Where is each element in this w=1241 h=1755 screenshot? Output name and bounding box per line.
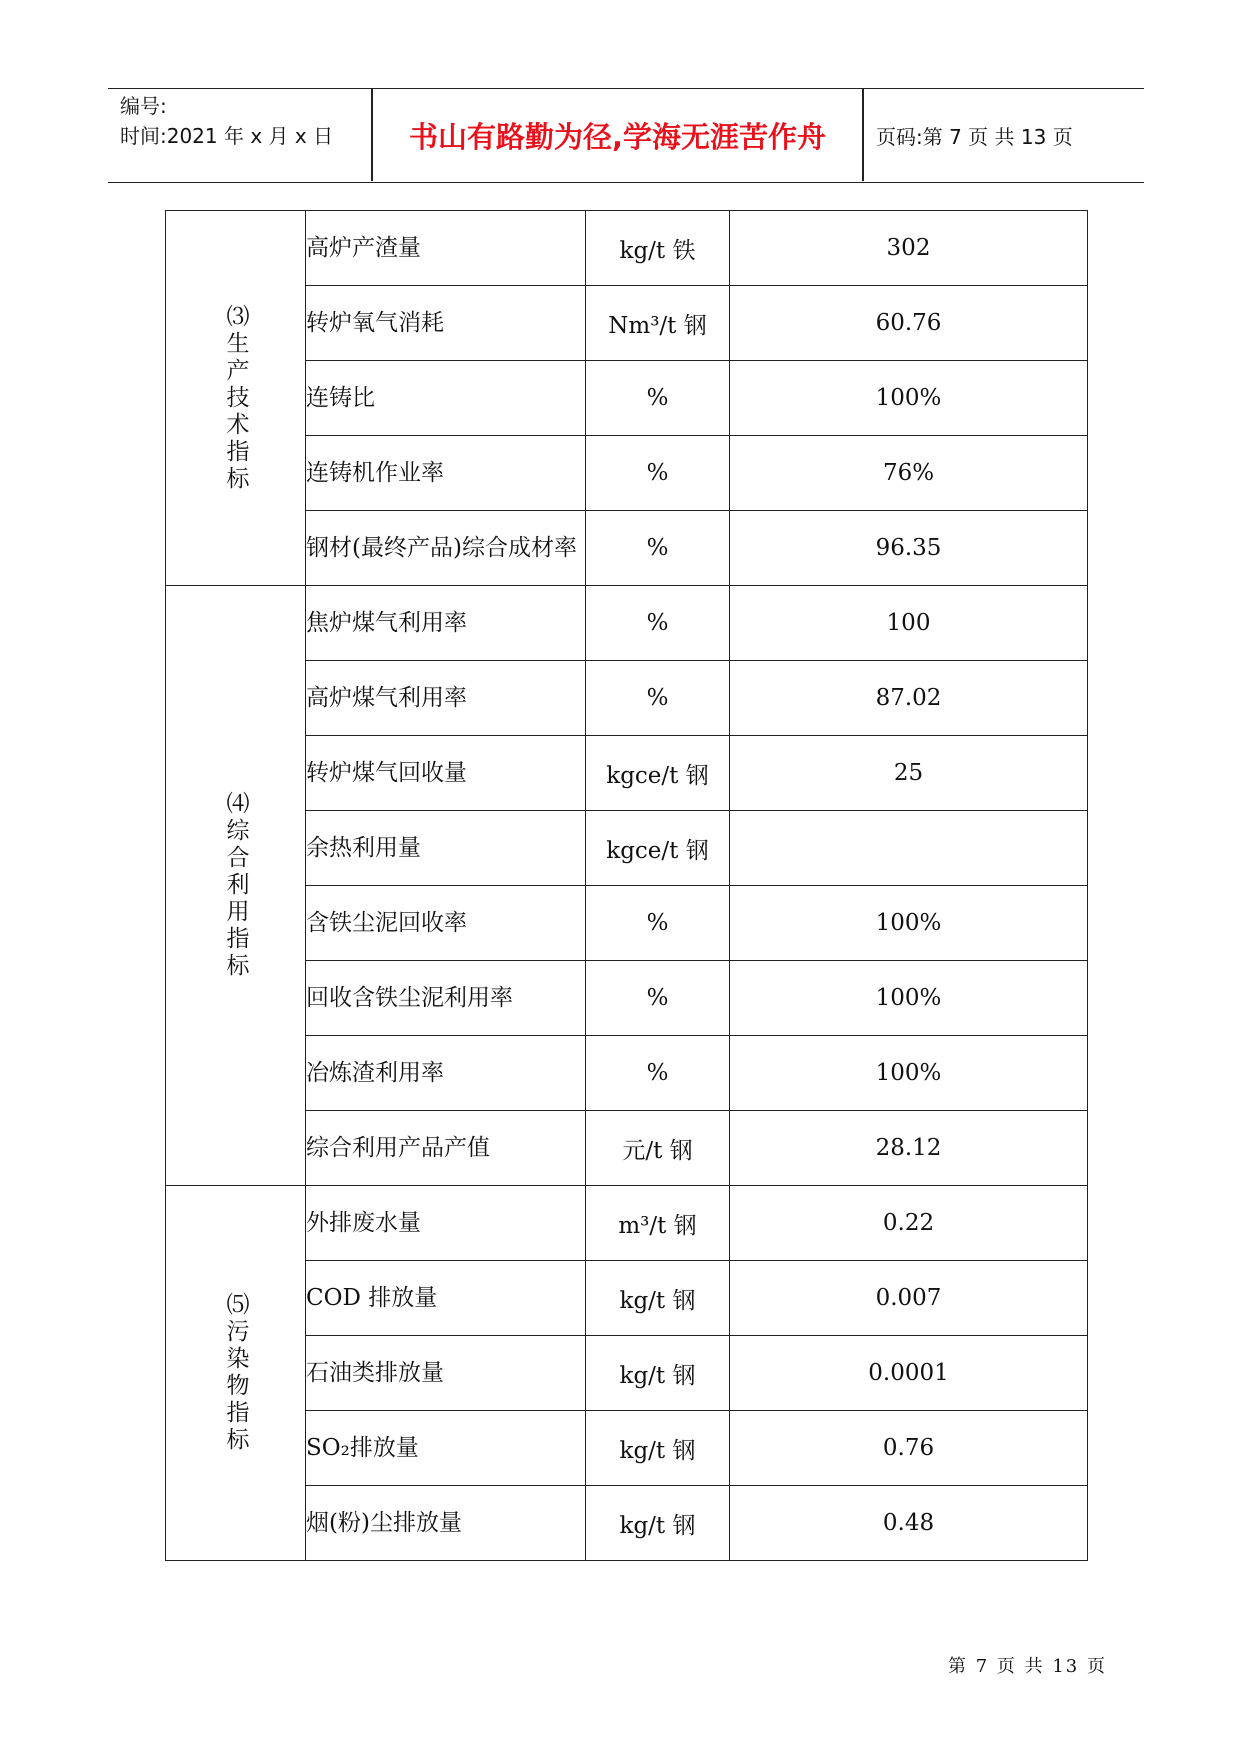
indicator-unit: 元/t 钢 bbox=[586, 1111, 730, 1186]
indicator-value: 100% bbox=[730, 886, 1088, 961]
indicator-value: 0.22 bbox=[730, 1186, 1088, 1261]
indicator-unit: % bbox=[586, 511, 730, 586]
indicator-name: 连铸比 bbox=[306, 361, 586, 436]
indicator-value: 96.35 bbox=[730, 511, 1088, 586]
indicator-unit: kg/t 钢 bbox=[586, 1336, 730, 1411]
category-cell bbox=[166, 1186, 306, 1561]
indicator-name: 石油类排放量 bbox=[306, 1336, 586, 1411]
indicator-value: 76% bbox=[730, 436, 1088, 511]
indicator-value bbox=[730, 811, 1088, 886]
indicator-unit: kg/t 钢 bbox=[586, 1411, 730, 1486]
indicator-unit: % bbox=[586, 1036, 730, 1111]
indicator-value: 87.02 bbox=[730, 661, 1088, 736]
indicator-name: 高炉煤气利用率 bbox=[306, 661, 586, 736]
indicator-name: 冶炼渣利用率 bbox=[306, 1036, 586, 1111]
time-label: 时间:2021 年 x 月 x 日 bbox=[120, 124, 334, 148]
page-footer: 第 7 页 共 13 页 bbox=[948, 1656, 1107, 1677]
header-meta bbox=[120, 91, 370, 151]
header-motto: 书山有路勤为径,学海无涯苦作舟 bbox=[408, 119, 827, 154]
category-cell bbox=[166, 211, 306, 586]
indicator-value: 0.48 bbox=[730, 1486, 1088, 1561]
indicator-name: 回收含铁尘泥利用率 bbox=[306, 961, 586, 1036]
table-row bbox=[166, 211, 1088, 286]
table-row bbox=[166, 1186, 1088, 1261]
indicator-value: 0.76 bbox=[730, 1411, 1088, 1486]
indicator-unit: kg/t 钢 bbox=[586, 1486, 730, 1561]
indicator-name: SO₂排放量 bbox=[306, 1411, 586, 1486]
indicator-name: 焦炉煤气利用率 bbox=[306, 586, 586, 661]
indicator-unit: % bbox=[586, 436, 730, 511]
serial-label: 编号: bbox=[120, 94, 167, 118]
table-row bbox=[166, 586, 1088, 661]
indicator-unit: m³/t 钢 bbox=[586, 1186, 730, 1261]
indicator-name: 余热利用量 bbox=[306, 811, 586, 886]
indicator-value: 100% bbox=[730, 1036, 1088, 1111]
indicator-name: 含铁尘泥回收率 bbox=[306, 886, 586, 961]
indicator-unit: kgce/t 钢 bbox=[586, 736, 730, 811]
indicator-name: 转炉煤气回收量 bbox=[306, 736, 586, 811]
indicator-unit: % bbox=[586, 361, 730, 436]
indicator-name: 高炉产渣量 bbox=[306, 211, 586, 286]
indicator-unit: Nm³/t 钢 bbox=[586, 286, 730, 361]
indicator-value: 28.12 bbox=[730, 1111, 1088, 1186]
header-page-info: 页码:第 7 页 共 13 页 bbox=[876, 124, 1073, 149]
category-label: ⑶生产技术指标 bbox=[222, 303, 249, 493]
page-header bbox=[108, 88, 1144, 183]
header-divider bbox=[862, 89, 864, 181]
indicator-unit: kg/t 铁 bbox=[586, 211, 730, 286]
indicator-name: COD 排放量 bbox=[306, 1261, 586, 1336]
indicator-table bbox=[165, 210, 1088, 1561]
indicator-value: 302 bbox=[730, 211, 1088, 286]
indicator-unit: % bbox=[586, 961, 730, 1036]
indicator-value: 100% bbox=[730, 961, 1088, 1036]
indicator-unit: % bbox=[586, 586, 730, 661]
indicator-name: 综合利用产品产值 bbox=[306, 1111, 586, 1186]
indicator-unit: % bbox=[586, 886, 730, 961]
category-label: ⑸污染物指标 bbox=[222, 1292, 249, 1454]
category-cell bbox=[166, 586, 306, 1186]
indicator-unit: kg/t 钢 bbox=[586, 1261, 730, 1336]
indicator-name: 烟(粉)尘排放量 bbox=[306, 1486, 586, 1561]
indicator-value: 0.0001 bbox=[730, 1336, 1088, 1411]
indicator-name: 外排废水量 bbox=[306, 1186, 586, 1261]
indicator-value: 25 bbox=[730, 736, 1088, 811]
indicator-unit: kgce/t 钢 bbox=[586, 811, 730, 886]
indicator-value: 100% bbox=[730, 361, 1088, 436]
indicator-name: 钢材(最终产品)综合成材率 bbox=[306, 511, 586, 586]
category-label: ⑷综合利用指标 bbox=[222, 791, 249, 980]
indicator-unit: % bbox=[586, 661, 730, 736]
indicator-value: 60.76 bbox=[730, 286, 1088, 361]
indicator-name: 连铸机作业率 bbox=[306, 436, 586, 511]
indicator-value: 100 bbox=[730, 586, 1088, 661]
indicator-name: 转炉氧气消耗 bbox=[306, 286, 586, 361]
indicator-value: 0.007 bbox=[730, 1261, 1088, 1336]
